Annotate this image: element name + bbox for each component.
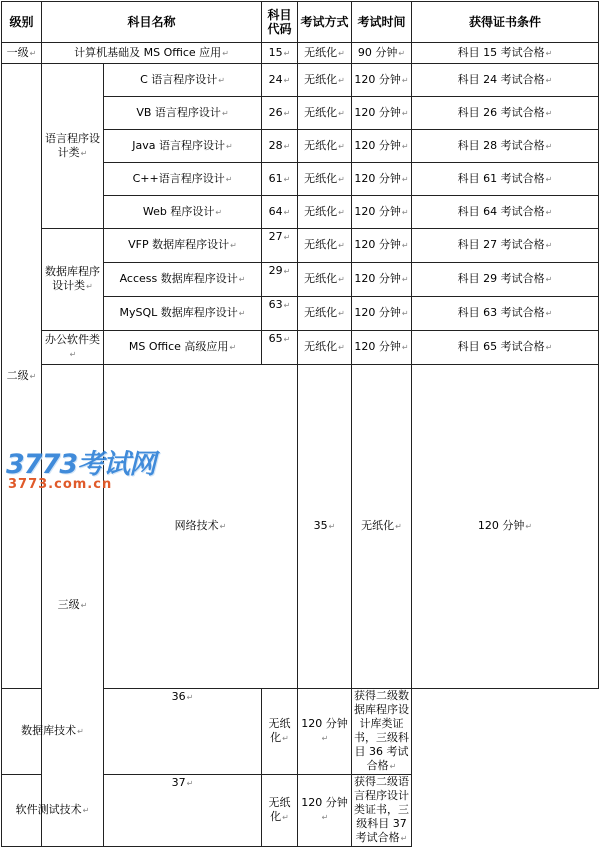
exam-time-cell: 120 分钟↵ <box>352 331 412 365</box>
exam-time-cell: 120 分钟↵ <box>352 163 412 196</box>
paragraph-mark: ↵ <box>219 522 227 531</box>
exam-time-cell: 120 分钟↵ <box>352 229 412 263</box>
paragraph-mark: ↵ <box>338 108 345 118</box>
exam-time-cell: 120 分钟↵ <box>352 97 412 130</box>
exam-time-cell: 90 分钟↵ <box>352 43 412 64</box>
table-row <box>2 331 599 365</box>
paragraph-mark: ↵ <box>321 813 329 822</box>
exam-method-cell: 无纸化↵ <box>298 196 352 229</box>
level-cell: 三级↵ <box>42 365 104 847</box>
paragraph-mark: ↵ <box>545 241 553 250</box>
exam-method-cell: 无纸化↵ <box>262 689 298 775</box>
paragraph-mark: ↵ <box>338 141 345 151</box>
paragraph-mark: ↵ <box>401 241 409 250</box>
exam-method-cell: 无纸化↵ <box>298 43 352 64</box>
table-row <box>2 229 599 263</box>
paragraph-mark: ↵ <box>545 48 553 58</box>
subject-code-cell: 63↵ <box>262 297 298 331</box>
subject-code-cell: 35↵ <box>298 365 352 689</box>
condition-cell: 科目 24 考试合格↵ <box>412 64 599 97</box>
header-time: 考试时间 <box>352 2 412 43</box>
paragraph-mark: ↵ <box>283 301 291 310</box>
paragraph-mark: ↵ <box>218 75 225 85</box>
paragraph-mark: ↵ <box>328 522 336 531</box>
exam-method-cell: 无纸化↵ <box>298 263 352 297</box>
exam-method-cell: 无纸化↵ <box>298 229 352 263</box>
paragraph-mark: ↵ <box>29 371 37 381</box>
subject-code-cell: 29↵ <box>262 263 298 297</box>
header-condition: 获得证书条件 <box>412 2 599 43</box>
table-row <box>2 775 599 847</box>
condition-cell: 科目 65 考试合格↵ <box>412 331 599 365</box>
paragraph-mark: ↵ <box>545 207 553 217</box>
paragraph-mark: ↵ <box>389 762 397 771</box>
subject-name-cell: MySQL 数据库程序设计↵ <box>104 297 262 331</box>
paragraph-mark: ↵ <box>86 282 93 291</box>
subject-name-cell: Web 程序设计↵ <box>104 196 262 229</box>
paragraph-mark: ↵ <box>545 141 553 151</box>
condition-cell: 获得二级数据库程序设计库类证书，三级科目 36 考试合格↵ <box>352 689 412 775</box>
paragraph-mark: ↵ <box>338 241 345 250</box>
paragraph-mark: ↵ <box>283 48 291 58</box>
paragraph-mark: ↵ <box>238 309 246 318</box>
subject-name-cell: Java 语言程序设计↵ <box>104 130 262 163</box>
subject-code-cell: 64↵ <box>262 196 298 229</box>
paragraph-mark: ↵ <box>69 350 77 359</box>
paragraph-mark: ↵ <box>226 141 233 151</box>
exam-method-cell: 无纸化↵ <box>298 297 352 331</box>
paragraph-mark: ↵ <box>398 48 406 58</box>
paragraph-mark: ↵ <box>283 267 291 276</box>
subject-code-cell: 27↵ <box>262 229 298 263</box>
paragraph-mark: ↵ <box>338 174 345 184</box>
exam-time-cell: 120 分钟↵ <box>352 263 412 297</box>
subject-name-cell: VFP 数据库程序设计↵ <box>104 229 262 263</box>
subject-name-cell: C++语言程序设计↵ <box>104 163 262 196</box>
condition-cell: 科目 64 考试合格↵ <box>412 196 599 229</box>
subject-name-cell: VB 语言程序设计↵ <box>104 97 262 130</box>
subject-code-cell: 61↵ <box>262 163 298 196</box>
paragraph-mark: ↵ <box>545 75 553 85</box>
header-method: 考试方式 <box>298 2 352 43</box>
exam-method-cell: 无纸化↵ <box>298 163 352 196</box>
paragraph-mark: ↵ <box>238 275 246 284</box>
paragraph-mark: ↵ <box>338 309 345 318</box>
paragraph-mark: ↵ <box>221 108 229 118</box>
paragraph-mark: ↵ <box>82 806 90 815</box>
exam-method-cell: 无纸化↵ <box>298 64 352 97</box>
exam-time-cell: 120 分钟↵ <box>352 130 412 163</box>
watermark-logo: 3773考试网 <box>6 449 156 480</box>
condition-cell: 科目 29 考试合格↵ <box>412 263 599 297</box>
subject-code-cell: 15↵ <box>262 43 298 64</box>
paragraph-mark: ↵ <box>401 343 409 352</box>
exam-method-cell: 无纸化↵ <box>298 97 352 130</box>
condition-cell: 科目 15 考试合格↵ <box>412 43 599 64</box>
paragraph-mark: ↵ <box>283 207 291 217</box>
table-row <box>2 365 599 689</box>
paragraph-mark: ↵ <box>321 734 329 743</box>
paragraph-mark: ↵ <box>338 207 345 217</box>
condition-cell: 科目 28 考试合格↵ <box>412 130 599 163</box>
paragraph-mark: ↵ <box>338 48 345 58</box>
page <box>0 1 600 844</box>
paragraph-mark: ↵ <box>395 522 402 531</box>
subject-name-cell: 软件测试技术↵ <box>2 775 104 847</box>
category-cell: 数据库程序设计类↵ <box>42 229 104 331</box>
category-cell: 语言程序设计类↵ <box>42 64 104 229</box>
paragraph-mark: ↵ <box>401 309 409 318</box>
exam-time-cell: 120 分钟↵ <box>352 297 412 331</box>
exam-time-cell: 120 分钟↵ <box>298 775 352 847</box>
exam-time-cell: 120 分钟↵ <box>298 689 352 775</box>
subject-code-cell: 65↵ <box>262 331 298 365</box>
exam-method-cell: 无纸化↵ <box>262 775 298 847</box>
paragraph-mark: ↵ <box>283 233 291 242</box>
paragraph-mark: ↵ <box>545 174 553 184</box>
paragraph-mark: ↵ <box>80 148 88 158</box>
table-header-row <box>2 2 599 43</box>
paragraph-mark: ↵ <box>401 108 409 118</box>
watermark-url: 3773.com.cn <box>8 477 113 492</box>
exam-method-cell: 无纸化↵ <box>298 130 352 163</box>
paragraph-mark: ↵ <box>545 275 553 284</box>
level-cell: 二级↵ <box>2 64 42 689</box>
subject-code-cell: 28↵ <box>262 130 298 163</box>
paragraph-mark: ↵ <box>186 693 194 702</box>
condition-cell: 科目 61 考试合格↵ <box>412 163 599 196</box>
paragraph-mark: ↵ <box>401 207 409 217</box>
exam-time-cell: 120 分钟↵ <box>352 64 412 97</box>
exam-time-cell: 120 分钟↵ <box>412 365 599 689</box>
paragraph-mark: ↵ <box>215 207 223 217</box>
paragraph-mark: ↵ <box>545 108 553 118</box>
exam-method-cell: 无纸化↵ <box>352 365 412 689</box>
paragraph-mark: ↵ <box>222 48 229 58</box>
paragraph-mark: ↵ <box>80 601 88 610</box>
subject-name-cell: 计算机基础及 MS Office 应用↵ <box>42 43 262 64</box>
paragraph-mark: ↵ <box>545 343 553 352</box>
table-row <box>2 64 599 97</box>
paragraph-mark: ↵ <box>338 275 345 284</box>
exam-subjects-table <box>1 1 599 847</box>
exam-time-cell: 120 分钟↵ <box>352 196 412 229</box>
paragraph-mark: ↵ <box>338 343 345 352</box>
subject-code-cell: 36↵ <box>104 689 262 775</box>
paragraph-mark: ↵ <box>283 108 291 118</box>
table-row <box>2 689 599 775</box>
subject-code-cell: 26↵ <box>262 97 298 130</box>
paragraph-mark: ↵ <box>401 174 409 184</box>
condition-cell: 科目 27 考试合格↵ <box>412 229 599 263</box>
paragraph-mark: ↵ <box>225 174 233 184</box>
subject-code-cell: 37↵ <box>104 775 262 847</box>
subject-name-cell: Access 数据库程序设计↵ <box>104 263 262 297</box>
paragraph-mark: ↵ <box>401 75 409 85</box>
paragraph-mark: ↵ <box>525 522 533 531</box>
table-row <box>2 43 599 64</box>
paragraph-mark: ↵ <box>229 343 237 352</box>
paragraph-mark: ↵ <box>400 834 408 843</box>
header-code: 科目代码 <box>262 2 298 43</box>
paragraph-mark: ↵ <box>282 813 289 822</box>
level-cell: 一级↵ <box>2 43 42 64</box>
subject-code-cell: 24↵ <box>262 64 298 97</box>
paragraph-mark: ↵ <box>545 309 553 318</box>
header-level: 级别 <box>2 2 42 43</box>
paragraph-mark: ↵ <box>401 275 409 284</box>
paragraph-mark: ↵ <box>29 48 37 58</box>
condition-cell: 科目 26 考试合格↵ <box>412 97 599 130</box>
paragraph-mark: ↵ <box>77 727 84 736</box>
condition-cell: 科目 63 考试合格↵ <box>412 297 599 331</box>
subject-name-cell: MS Office 高级应用↵ <box>104 331 262 365</box>
exam-method-cell: 无纸化↵ <box>298 331 352 365</box>
paragraph-mark: ↵ <box>401 141 409 151</box>
subject-name-cell: C 语言程序设计↵ <box>104 64 262 97</box>
paragraph-mark: ↵ <box>282 734 289 743</box>
paragraph-mark: ↵ <box>283 174 291 184</box>
paragraph-mark: ↵ <box>186 779 194 788</box>
paragraph-mark: ↵ <box>230 241 237 250</box>
paragraph-mark: ↵ <box>283 335 291 344</box>
subject-name-cell: 网络技术↵ <box>104 365 298 689</box>
category-cell: 办公软件类↵ <box>42 331 104 365</box>
condition-cell: 获得二级语言程序设计类证书，三级科目 37 考试合格↵ <box>352 775 412 847</box>
subject-name-cell: 数据库技术↵ <box>2 689 104 775</box>
paragraph-mark: ↵ <box>283 141 291 151</box>
paragraph-mark: ↵ <box>283 75 291 85</box>
paragraph-mark: ↵ <box>338 75 345 85</box>
header-subject: 科目名称 <box>42 2 262 43</box>
